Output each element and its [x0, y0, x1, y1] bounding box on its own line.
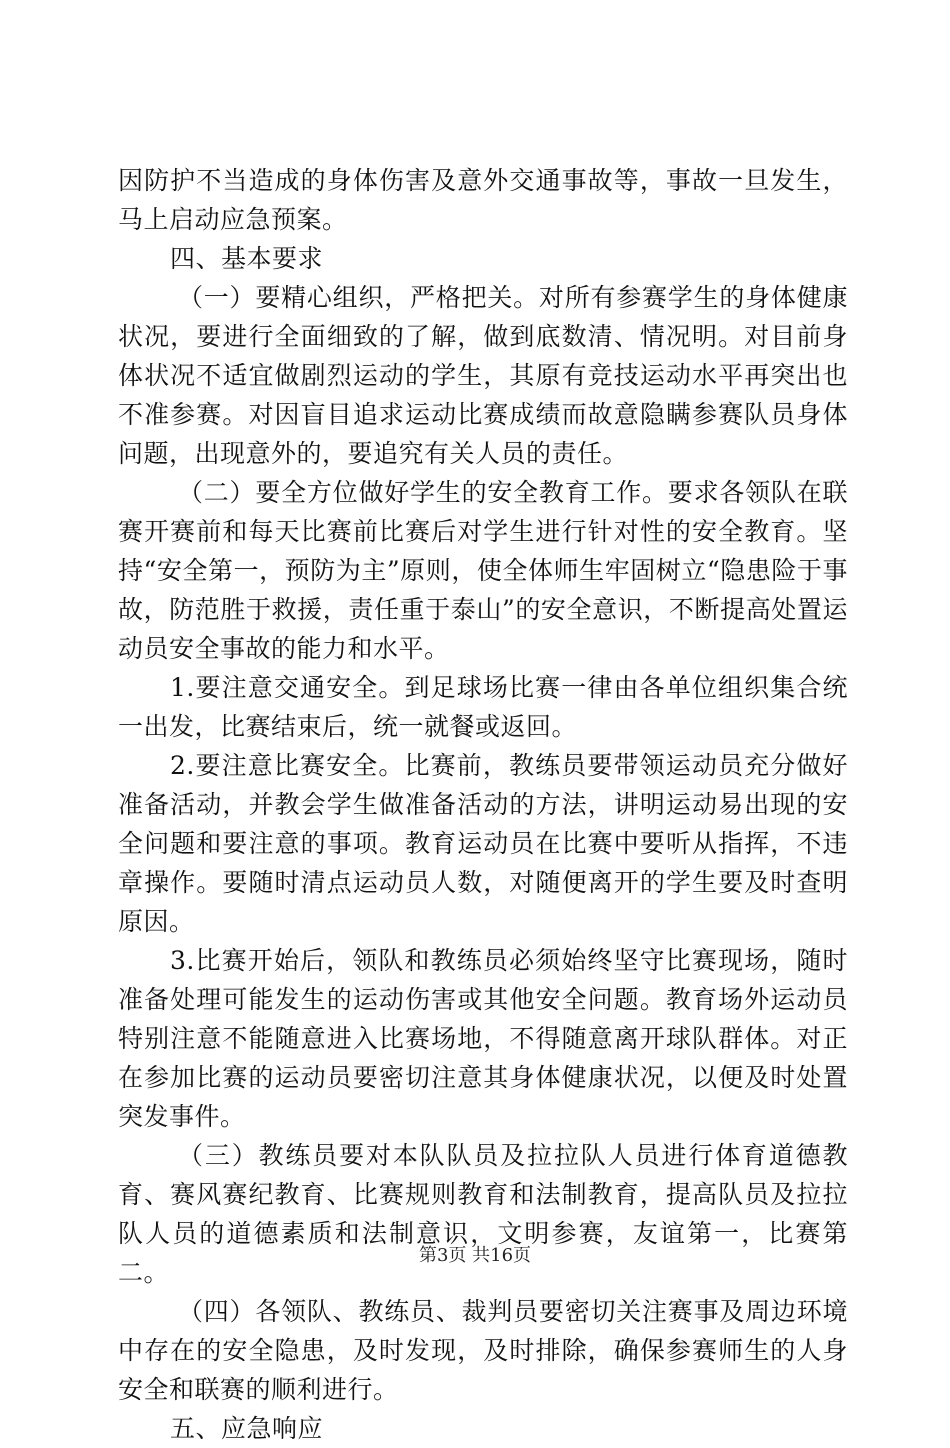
paragraph-item-4: （四）各领队、教练员、裁判员要密切关注赛事及周边环境中存在的安全隐患，及时发现，及时排除，确保参赛师生的人身安全和联赛的顺利进行。: [118, 1297, 848, 1404]
paragraph-item-2: （二）要全方位做好学生的安全教育工作。要求各领队在联赛开赛前和每天比赛前比赛后对学生进行针对性的安全教育。坚持“安全第一，预防为主”原则，使全体师生牢固树立“隐患险于事故，防范胜于救援，责任重于泰山”的安全意识，不断提高处置运动员安全事故的能力和水平。: [118, 478, 848, 663]
paragraph-subitem-1: 1.要注意交通安全。到足球场比赛一律由各单位组织集合统一出发，比赛结束后，统一就餐或返回。: [118, 673, 848, 741]
paragraph-subitem-2: 2.要注意比赛安全。比赛前，教练员要带领运动员充分做好准备活动，并教会学生做准备活动的方法，讲明运动易出现的安全问题和要注意的事项。教育运动员在比赛中要听从指挥，不违章操作。要随时清点运动员人数，对随便离开的学生要及时查明原因。: [118, 751, 848, 936]
section-heading-response: 五、应急响应: [170, 1414, 324, 1443]
paragraph-item-1: （一）要精心组织，严格把关。对所有参赛学生的身体健康状况，要进行全面细致的了解，做到底数清、情况明。对目前身体状况不适宜做剧烈运动的学生，其原有竞技运动水平再突出也不准参赛。对因盲目追求运动比赛成绩而故意隐瞒参赛队员身体问题，出现意外的，要追究有关人员的责任。: [118, 283, 848, 468]
page-number-footer: 第3页 共16页: [418, 1245, 532, 1266]
paragraph-continuation: 因防护不当造成的身体伤害及意外交通事故等，事故一旦发生，马上启动应急预案。: [118, 166, 848, 234]
paragraph-subitem-3: 3.比赛开始后，领队和教练员必须始终坚守比赛现场，随时准备处理可能发生的运动伤害或其他安全问题。教育场外运动员特别注意不能随意进入比赛场地，不得随意离开球队群体。对正在参加比赛的运动员要密切注意其身体健康状况，以便及时处置突发事件。: [118, 946, 848, 1131]
section-heading-requirements: 四、基本要求: [170, 244, 324, 273]
paragraph-item-3: （三）教练员要对本队队员及拉拉队人员进行体育道德教育、赛风赛纪教育、比赛规则教育和法制教育，提高队员及拉拉队人员的道德素质和法制意识，文明参赛，友谊第一，比赛第二。: [118, 1141, 848, 1287]
